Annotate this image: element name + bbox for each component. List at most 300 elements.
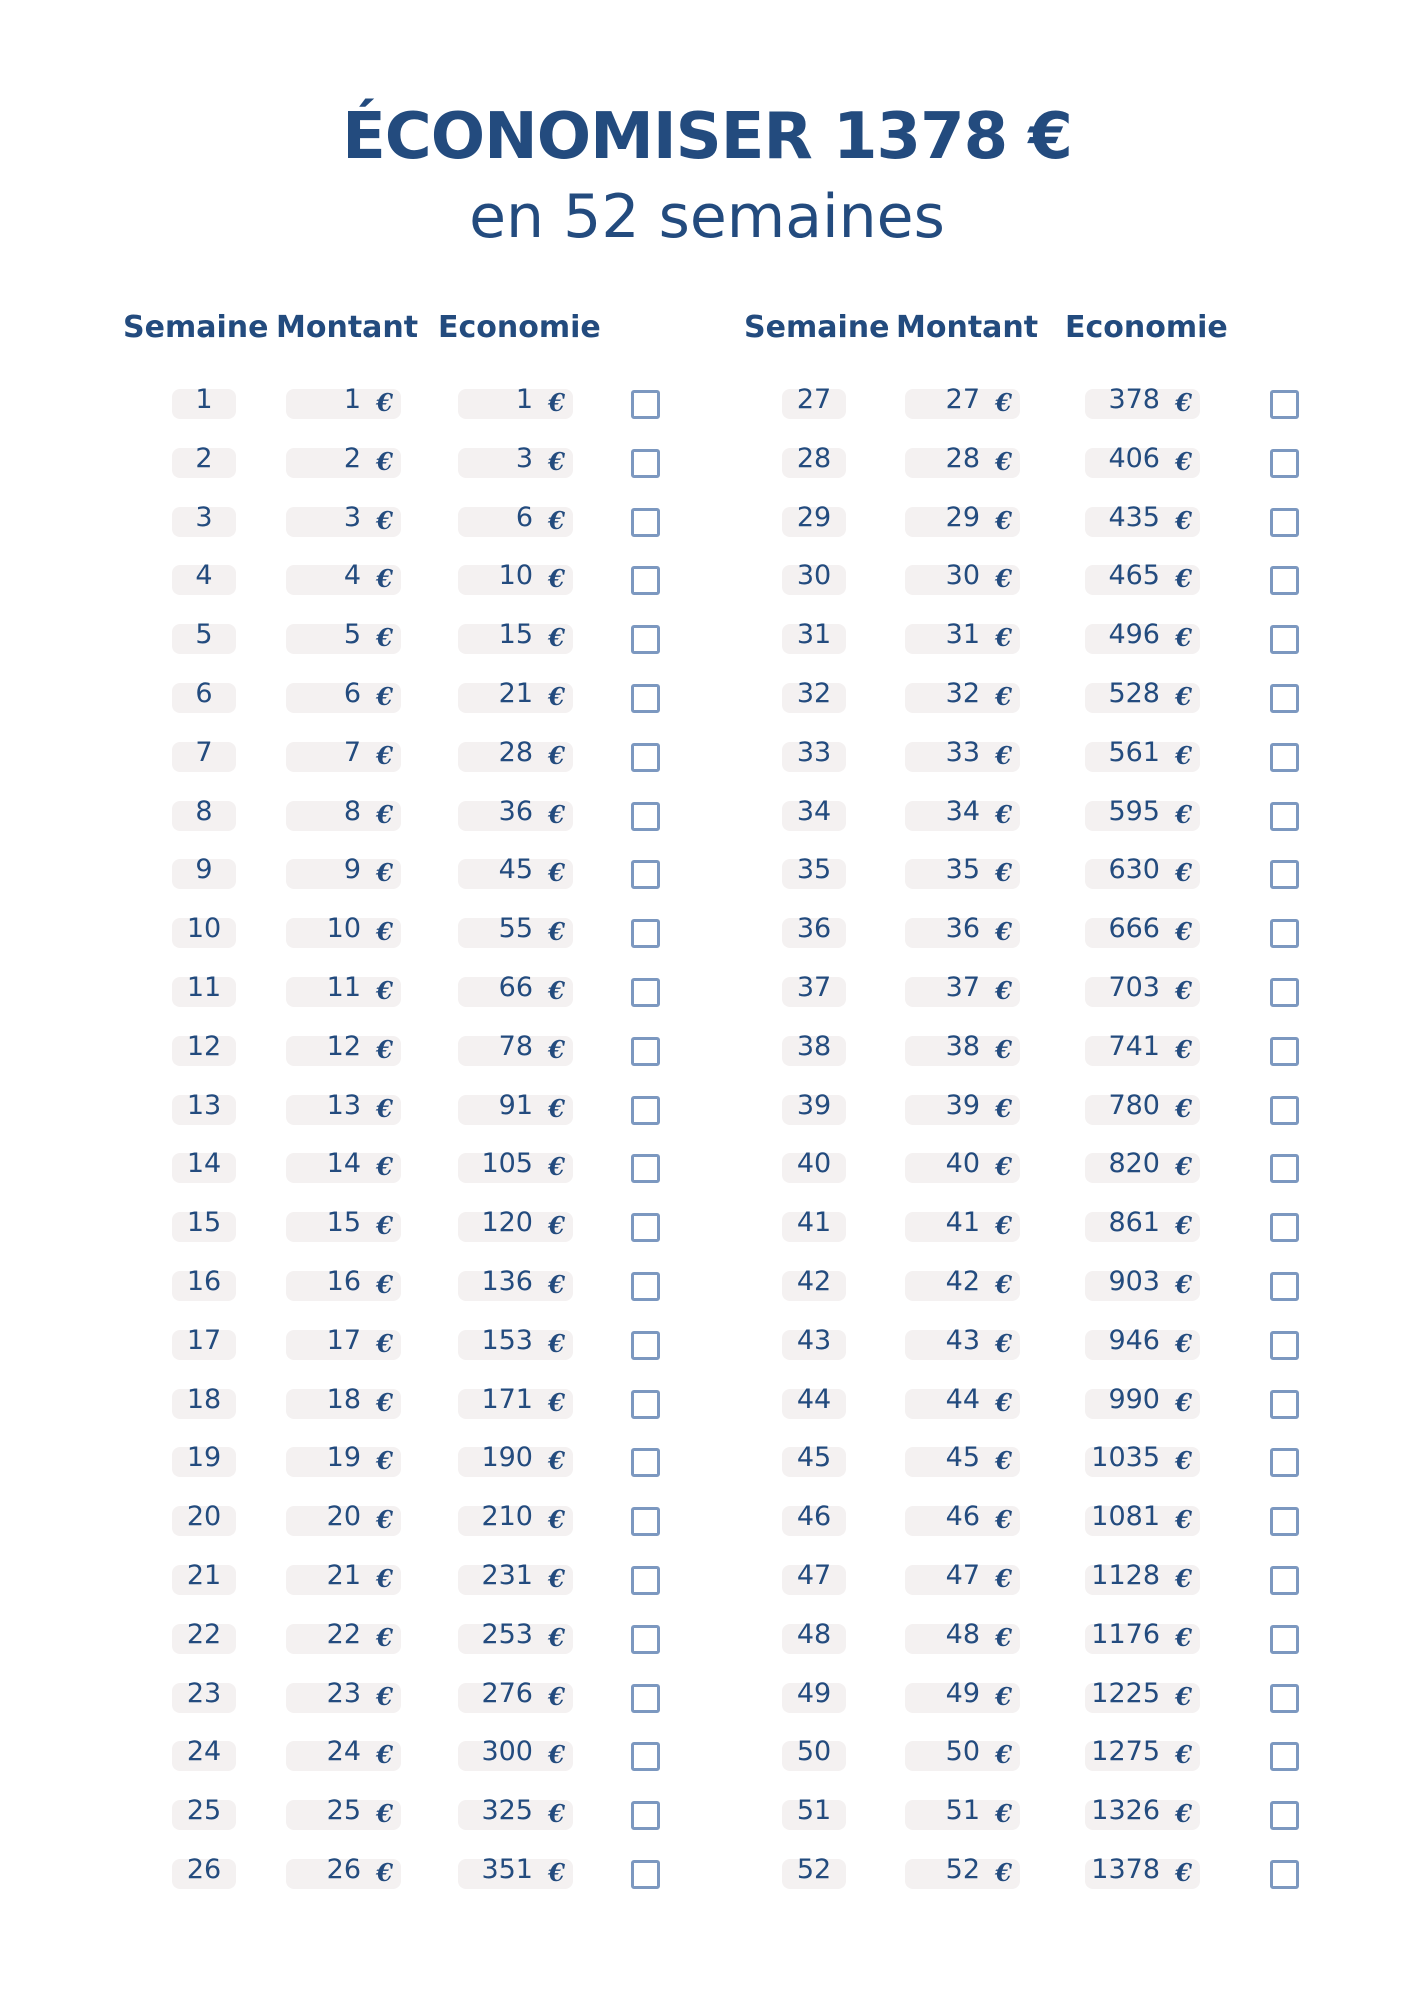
week-checkbox[interactable] (631, 978, 660, 1007)
euro-icon: € (376, 505, 393, 535)
semaine-cell (782, 619, 846, 654)
week-checkbox[interactable] (631, 1625, 660, 1654)
semaine-cell-value: 23 (186, 1677, 222, 1709)
semaine-cell-value: 9 (195, 854, 213, 886)
montant-cell (905, 678, 1020, 713)
economie-cell (1085, 1501, 1200, 1536)
week-checkbox[interactable] (1270, 508, 1299, 537)
euro-icon: € (376, 1270, 393, 1299)
euro-icon: € (548, 1858, 565, 1887)
page-title: ÉCONOMISER 1378 € (342, 100, 1072, 174)
euro-icon: € (995, 858, 1012, 888)
semaine-cell-value: 14 (186, 1148, 222, 1180)
euro-icon: € (995, 1622, 1012, 1652)
semaine-cell (172, 913, 236, 948)
montant-cell-value: 8 (343, 795, 361, 827)
economie-cell-value: 105 (481, 1148, 533, 1180)
euro-icon: € (376, 1328, 393, 1358)
euro-icon: € (1175, 1152, 1192, 1182)
economie-cell-value: 78 (498, 1030, 533, 1062)
euro-icon: € (1175, 1211, 1192, 1241)
montant-cell-value: 26 (326, 1854, 361, 1885)
semaine-cell (172, 560, 236, 595)
economie-cell-value: 1275 (1091, 1736, 1160, 1768)
montant-cell (905, 501, 1020, 537)
economie-cell-value: 378 (1108, 384, 1160, 415)
economie-cell-value: 136 (481, 1266, 533, 1297)
economie-cell-value: 276 (481, 1677, 533, 1709)
economie-cell-value: 861 (1108, 1207, 1160, 1239)
euro-icon: € (548, 1740, 565, 1770)
economie-cell (1085, 678, 1200, 713)
week-checkbox[interactable] (1270, 1037, 1299, 1066)
semaine-cell (782, 1677, 846, 1713)
montant-cell (905, 1736, 1020, 1771)
semaine-cell (782, 736, 846, 772)
euro-icon: € (995, 917, 1012, 947)
euro-icon: € (548, 446, 565, 476)
economie-cell-value: 666 (1108, 913, 1160, 945)
montant-cell (286, 501, 401, 537)
montant-cell (286, 442, 401, 478)
montant-cell-value: 21 (326, 1560, 361, 1591)
week-checkbox[interactable] (631, 1684, 660, 1713)
montant-cell (905, 1501, 1020, 1536)
euro-icon: € (376, 1034, 393, 1064)
economie-cell (1085, 736, 1200, 772)
montant-cell-value: 43 (945, 1324, 980, 1356)
week-checkbox[interactable] (631, 1272, 660, 1301)
montant-cell-value: 9 (343, 854, 361, 886)
euro-icon: € (1175, 1093, 1192, 1123)
euro-icon: € (548, 1034, 565, 1064)
week-checkbox[interactable] (1270, 1801, 1299, 1830)
week-checkbox[interactable] (631, 449, 660, 478)
euro-icon: € (376, 858, 393, 888)
economie-cell (458, 1854, 573, 1889)
montant-cell (905, 1324, 1020, 1360)
semaine-cell (782, 1618, 846, 1654)
montant-cell (905, 1207, 1020, 1242)
semaine-cell (782, 678, 846, 713)
euro-icon: € (995, 1034, 1012, 1064)
week-checkbox[interactable] (1270, 1331, 1299, 1360)
montant-cell (286, 1030, 401, 1066)
economie-cell (458, 1148, 573, 1183)
euro-icon: € (995, 564, 1012, 594)
economie-cell (458, 1501, 573, 1536)
montant-cell (905, 619, 1020, 654)
semaine-cell (172, 678, 236, 713)
semaine-cell-value: 51 (796, 1795, 832, 1827)
semaine-cell-value: 41 (796, 1207, 832, 1239)
montant-cell-value: 39 (945, 1089, 980, 1121)
week-checkbox[interactable] (631, 1331, 660, 1360)
montant-cell (286, 678, 401, 713)
montant-cell (286, 1442, 401, 1477)
economie-cell (458, 1030, 573, 1066)
montant-cell (286, 1736, 401, 1771)
economie-cell-value: 36 (498, 795, 533, 827)
montant-cell (286, 1677, 401, 1713)
semaine-cell (172, 1560, 236, 1595)
semaine-cell-value: 20 (186, 1501, 222, 1533)
euro-icon: € (995, 446, 1012, 476)
semaine-cell-value: 50 (796, 1736, 832, 1768)
semaine-cell (782, 913, 846, 948)
week-checkbox[interactable] (1270, 802, 1299, 831)
semaine-cell-value: 42 (796, 1266, 832, 1297)
economie-cell-value: 210 (481, 1501, 533, 1533)
economie-cell (1085, 795, 1200, 831)
header-semaine-left: Semaine (123, 310, 269, 345)
semaine-cell (172, 1148, 236, 1183)
euro-icon: € (376, 1152, 393, 1182)
montant-cell-value: 41 (945, 1207, 980, 1239)
montant-cell-value: 40 (945, 1148, 980, 1180)
semaine-cell-value: 31 (796, 619, 832, 651)
week-checkbox[interactable] (1270, 919, 1299, 948)
week-checkbox[interactable] (1270, 1448, 1299, 1477)
economie-cell (458, 736, 573, 772)
euro-icon: € (1175, 1622, 1192, 1652)
week-checkbox[interactable] (1270, 743, 1299, 772)
economie-cell (458, 1618, 573, 1654)
semaine-cell-value: 26 (186, 1854, 222, 1885)
semaine-cell-value: 17 (186, 1324, 222, 1356)
week-checkbox[interactable] (631, 1096, 660, 1125)
semaine-cell (172, 1266, 236, 1301)
week-checkbox[interactable] (631, 684, 660, 713)
euro-icon: € (1175, 1505, 1192, 1535)
economie-cell-value: 45 (498, 854, 533, 886)
semaine-cell-value: 5 (195, 619, 213, 651)
montant-cell-value: 17 (326, 1324, 361, 1356)
euro-icon: € (548, 388, 565, 417)
economie-cell (1085, 1736, 1200, 1771)
week-checkbox[interactable] (1270, 1096, 1299, 1125)
semaine-cell-value: 44 (796, 1383, 832, 1415)
semaine-cell-value: 18 (186, 1383, 222, 1415)
euro-icon: € (1175, 917, 1192, 947)
semaine-cell (782, 560, 846, 595)
semaine-cell (172, 1324, 236, 1360)
week-checkbox[interactable] (631, 802, 660, 831)
euro-icon: € (995, 388, 1012, 417)
montant-cell (286, 1089, 401, 1125)
economie-cell (1085, 1677, 1200, 1713)
euro-icon: € (548, 1505, 565, 1535)
euro-icon: € (376, 1799, 393, 1829)
euro-icon: € (995, 1152, 1012, 1182)
semaine-cell (172, 1736, 236, 1771)
semaine-cell (172, 972, 236, 1007)
semaine-cell (782, 1324, 846, 1360)
semaine-cell-value: 21 (186, 1560, 222, 1591)
week-checkbox[interactable] (631, 1154, 660, 1183)
economie-cell-value: 1176 (1091, 1618, 1160, 1650)
montant-cell (905, 854, 1020, 889)
economie-cell-value: 231 (481, 1560, 533, 1591)
montant-cell (286, 1207, 401, 1242)
economie-cell-value: 630 (1108, 854, 1160, 886)
semaine-cell-value: 28 (796, 442, 832, 474)
montant-cell-value: 31 (945, 619, 980, 651)
montant-cell (286, 795, 401, 831)
economie-cell-value: 3 (515, 442, 533, 474)
montant-cell (286, 972, 401, 1007)
economie-cell (458, 1089, 573, 1125)
economie-cell (1085, 1148, 1200, 1183)
montant-cell (905, 1089, 1020, 1125)
montant-cell-value: 28 (945, 442, 980, 474)
euro-icon: € (376, 564, 393, 594)
semaine-cell-value: 2 (195, 442, 213, 474)
economie-cell-value: 15 (498, 619, 533, 651)
euro-icon: € (376, 917, 393, 947)
economie-cell-value: 528 (1108, 678, 1160, 709)
semaine-cell (782, 1207, 846, 1242)
semaine-cell-value: 45 (796, 1442, 832, 1474)
euro-icon: € (1175, 1270, 1192, 1299)
euro-icon: € (548, 1681, 565, 1711)
week-checkbox[interactable] (1270, 1860, 1299, 1889)
montant-cell-value: 16 (326, 1266, 361, 1297)
semaine-cell (782, 1736, 846, 1771)
montant-cell (905, 736, 1020, 772)
semaine-cell-value: 11 (186, 972, 222, 1003)
economie-cell-value: 435 (1108, 501, 1160, 533)
montant-cell-value: 50 (945, 1736, 980, 1768)
semaine-cell (172, 1030, 236, 1066)
euro-icon: € (548, 917, 565, 947)
economie-cell-value: 6 (515, 501, 533, 533)
economie-cell-value: 153 (481, 1324, 533, 1356)
economie-cell (1085, 619, 1200, 654)
economie-cell-value: 496 (1108, 619, 1160, 651)
euro-icon: € (548, 1387, 565, 1417)
euro-icon: € (548, 799, 565, 829)
week-checkbox[interactable] (1270, 1213, 1299, 1242)
montant-cell (286, 1266, 401, 1301)
montant-cell-value: 18 (326, 1383, 361, 1415)
euro-icon: € (376, 976, 393, 1005)
euro-icon: € (1175, 446, 1192, 476)
semaine-cell-value: 39 (796, 1089, 832, 1121)
semaine-cell-value: 7 (195, 736, 213, 768)
week-checkbox[interactable] (631, 390, 660, 419)
week-checkbox[interactable] (631, 1213, 660, 1242)
semaine-cell-value: 25 (186, 1795, 222, 1827)
semaine-cell (172, 854, 236, 889)
montant-cell (905, 1383, 1020, 1419)
semaine-cell (172, 384, 236, 419)
montant-cell-value: 48 (945, 1618, 980, 1650)
euro-icon: € (548, 1328, 565, 1358)
euro-icon: € (548, 1211, 565, 1241)
economie-cell-value: 55 (498, 913, 533, 945)
euro-icon: € (548, 1564, 565, 1593)
montant-cell (905, 1442, 1020, 1477)
header-montant-left: Montant (276, 310, 419, 345)
economie-cell (1085, 1089, 1200, 1125)
week-checkbox[interactable] (1270, 1566, 1299, 1595)
economie-cell (1085, 1207, 1200, 1242)
header-economie-right: Economie (1065, 310, 1228, 345)
week-checkbox[interactable] (1270, 566, 1299, 595)
euro-icon: € (376, 740, 393, 770)
euro-icon: € (995, 1799, 1012, 1829)
montant-cell-value: 11 (326, 972, 361, 1003)
week-checkbox[interactable] (631, 1860, 660, 1889)
euro-icon: € (995, 1858, 1012, 1887)
euro-icon: € (1175, 388, 1192, 417)
week-checkbox[interactable] (1270, 684, 1299, 713)
economie-cell (1085, 442, 1200, 478)
euro-icon: € (995, 976, 1012, 1005)
euro-icon: € (548, 682, 565, 711)
week-checkbox[interactable] (1270, 449, 1299, 478)
economie-cell-value: 1081 (1091, 1501, 1160, 1533)
economie-cell (458, 795, 573, 831)
week-checkbox[interactable] (631, 625, 660, 654)
semaine-cell-value: 37 (796, 972, 832, 1003)
montant-cell (286, 1560, 401, 1595)
montant-cell-value: 4 (343, 560, 361, 592)
euro-icon: € (376, 388, 393, 417)
economie-cell (1085, 384, 1200, 419)
semaine-cell (172, 501, 236, 537)
economie-cell-value: 561 (1108, 736, 1160, 768)
week-checkbox[interactable] (631, 1448, 660, 1477)
week-checkbox[interactable] (631, 860, 660, 889)
week-checkbox[interactable] (631, 919, 660, 948)
montant-cell-value: 34 (945, 795, 980, 827)
week-checkbox[interactable] (1270, 625, 1299, 654)
economie-cell-value: 703 (1108, 972, 1160, 1003)
euro-icon: € (1175, 505, 1192, 535)
euro-icon: € (1175, 1034, 1192, 1064)
economie-cell-value: 903 (1108, 1266, 1160, 1297)
economie-cell (1085, 560, 1200, 595)
week-checkbox[interactable] (1270, 1272, 1299, 1301)
economie-cell-value: 1225 (1091, 1677, 1160, 1709)
montant-cell-value: 13 (326, 1089, 361, 1121)
week-checkbox[interactable] (1270, 390, 1299, 419)
euro-icon: € (376, 1622, 393, 1652)
euro-icon: € (376, 1211, 393, 1241)
economie-cell (458, 678, 573, 713)
semaine-cell (782, 501, 846, 537)
semaine-cell-value: 49 (796, 1677, 832, 1709)
semaine-cell (172, 795, 236, 831)
header-semaine-right: Semaine (744, 310, 890, 345)
economie-cell-value: 120 (481, 1207, 533, 1239)
montant-cell (286, 384, 401, 419)
week-checkbox[interactable] (1270, 1390, 1299, 1419)
semaine-cell-value: 36 (796, 913, 832, 945)
week-checkbox[interactable] (631, 1742, 660, 1771)
montant-cell-value: 15 (326, 1207, 361, 1239)
montant-cell (286, 736, 401, 772)
economie-cell-value: 1035 (1091, 1442, 1160, 1474)
semaine-cell-value: 24 (186, 1736, 222, 1768)
euro-icon: € (548, 1152, 565, 1182)
semaine-cell (172, 736, 236, 772)
week-checkbox[interactable] (631, 566, 660, 595)
montant-cell (905, 1266, 1020, 1301)
montant-cell-value: 25 (326, 1795, 361, 1827)
euro-icon: € (548, 564, 565, 594)
week-checkbox[interactable] (1270, 860, 1299, 889)
week-checkbox[interactable] (1270, 1625, 1299, 1654)
euro-icon: € (1175, 1446, 1192, 1476)
week-checkbox[interactable] (1270, 1154, 1299, 1183)
montant-cell-value: 52 (945, 1854, 980, 1885)
euro-icon: € (548, 858, 565, 888)
euro-icon: € (548, 1799, 565, 1829)
montant-cell-value: 3 (343, 501, 361, 533)
economie-cell (458, 1383, 573, 1419)
euro-icon: € (1175, 976, 1192, 1005)
euro-icon: € (1175, 1328, 1192, 1358)
week-checkbox[interactable] (1270, 1507, 1299, 1536)
euro-icon: € (548, 976, 565, 1005)
montant-cell (905, 442, 1020, 478)
economie-cell-value: 595 (1108, 795, 1160, 827)
semaine-cell-value: 35 (796, 854, 832, 886)
economie-cell (458, 1677, 573, 1713)
montant-cell-value: 36 (945, 913, 980, 945)
semaine-cell-value: 40 (796, 1148, 832, 1180)
week-checkbox[interactable] (631, 743, 660, 772)
week-checkbox[interactable] (631, 508, 660, 537)
semaine-cell-value: 43 (796, 1324, 832, 1356)
page-subtitle: en 52 semaines (469, 182, 945, 252)
montant-cell (286, 619, 401, 654)
economie-cell-value: 820 (1108, 1148, 1160, 1180)
economie-cell (458, 972, 573, 1007)
week-checkbox[interactable] (631, 1390, 660, 1419)
montant-cell-value: 6 (343, 678, 361, 709)
week-checkbox[interactable] (1270, 1684, 1299, 1713)
week-checkbox[interactable] (631, 1566, 660, 1595)
euro-icon: € (995, 623, 1012, 653)
montant-cell (905, 1795, 1020, 1830)
euro-icon: € (1175, 1740, 1192, 1770)
montant-cell (286, 1383, 401, 1419)
economie-cell (1085, 854, 1200, 889)
week-checkbox[interactable] (631, 1801, 660, 1830)
euro-icon: € (995, 1270, 1012, 1299)
economie-cell-value: 10 (498, 560, 533, 592)
economie-cell (458, 854, 573, 889)
economie-cell (458, 1560, 573, 1595)
euro-icon: € (995, 1505, 1012, 1535)
euro-icon: € (548, 623, 565, 653)
montant-cell-value: 24 (326, 1736, 361, 1768)
semaine-cell-value: 4 (195, 560, 213, 592)
week-checkbox[interactable] (631, 1507, 660, 1536)
week-checkbox[interactable] (1270, 978, 1299, 1007)
semaine-cell (782, 384, 846, 419)
semaine-cell (172, 619, 236, 654)
montant-cell (905, 1560, 1020, 1595)
week-checkbox[interactable] (631, 1037, 660, 1066)
week-checkbox[interactable] (1270, 1742, 1299, 1771)
semaine-cell-value: 3 (195, 501, 213, 533)
semaine-cell-value: 33 (796, 736, 832, 768)
